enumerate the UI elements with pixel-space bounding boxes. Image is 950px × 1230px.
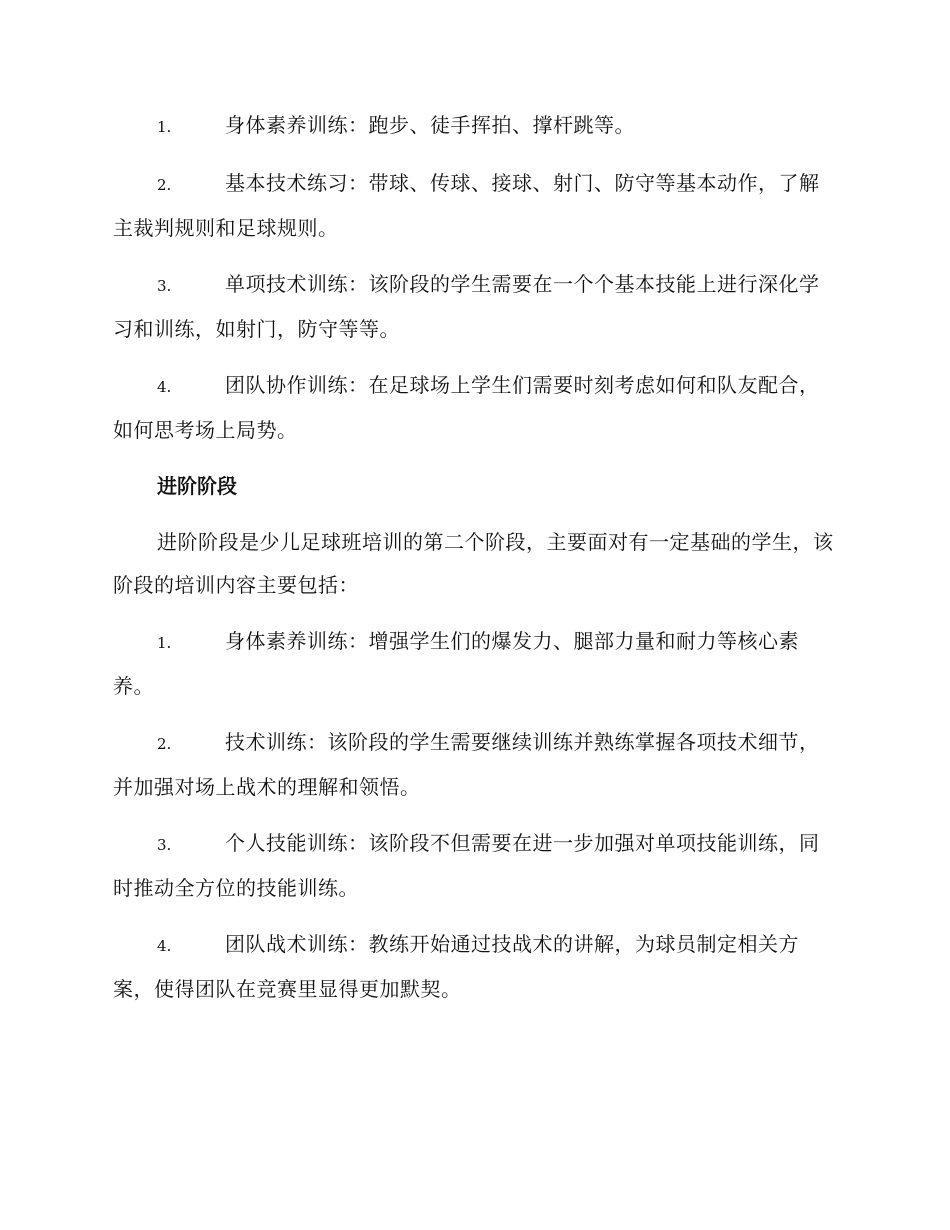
list-item-number: 4. [157,378,172,396]
section-intro-paragraph: 进阶阶段是少儿足球班培训的第二个阶段，主要面对有一定基础的学生，该阶段的培训内容主要包括： [113,530,834,597]
list-item [113,104,835,149]
list-item-number: 3. [157,836,172,854]
list-item-number: 1. [157,634,172,652]
list-item [113,364,835,452]
list-item-number: 4. [157,937,172,955]
list-item-text: 团队协作训练：在足球场上学生们需要时刻考虑如何和队友配合，如何思考场上局势。 [113,373,820,442]
list-item-text: 身体素养训练：跑步、徒手挥拍、撑杆跳等。 [225,113,635,137]
list-item-number: 2. [157,735,172,753]
list-item [113,822,835,910]
section-heading: 进阶阶段 [157,474,237,498]
list-item-text: 个人技能训练：该阶段不但需要在进一步加强对单项技能训练，同时推动全方位的技能训练。 [113,831,820,900]
list-item [113,721,835,809]
list-item-number: 1. [157,118,172,136]
list-item-text: 团队战术训练：教练开始通过技战术的讲解，为球员制定相关方案，使得团队在竞赛里显得更加默契。 [113,932,799,1001]
list-item-text: 单项技术训练：该阶段的学生需要在一个个基本技能上进行深化学习和训练，如射门，防守等等。 [113,272,820,341]
list-item [113,923,835,1011]
list-item-number: 2. [157,176,172,194]
list-item [113,162,835,250]
list-item [113,620,835,708]
document-content [113,104,835,1024]
list-item-text: 身体素养训练：增强学生们的爆发力、腿部力量和耐力等核心素养。 [113,629,799,698]
list-item [113,263,835,351]
list-item-text: 技术训练：该阶段的学生需要继续训练并熟练掌握各项技术细节，并加强对场上战术的理解和领悟。 [113,730,820,799]
list-item-number: 3. [157,277,172,295]
list-item-text: 基本技术练习：带球、传球、接球、射门、防守等基本动作，了解主裁判规则和足球规则。 [113,171,820,240]
